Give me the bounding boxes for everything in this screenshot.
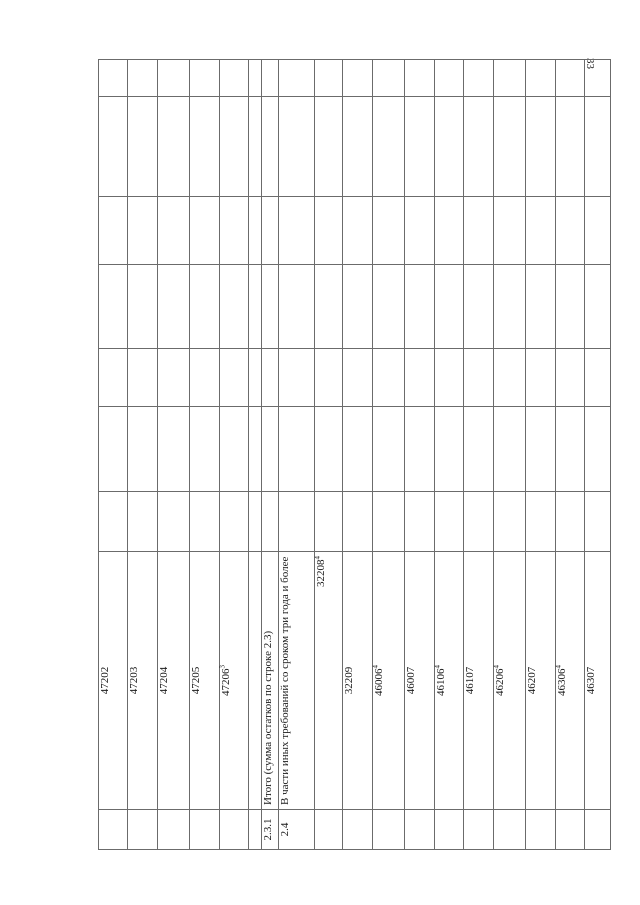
row-name-cell — [494, 552, 526, 810]
value-cell — [556, 60, 585, 97]
value-cell — [585, 349, 611, 407]
value-cell — [556, 349, 585, 407]
value-cell — [158, 197, 190, 265]
row-number-cell — [249, 810, 262, 850]
value-cell — [315, 407, 343, 492]
table-row — [373, 60, 405, 850]
value-cell — [279, 60, 315, 97]
value-cell — [128, 97, 158, 197]
value-cell — [343, 265, 373, 349]
table-row — [343, 60, 373, 850]
table-row — [99, 60, 128, 850]
value-cell — [220, 349, 249, 407]
value-cell — [99, 492, 128, 552]
value-cell — [128, 60, 158, 97]
table-row — [249, 60, 262, 850]
row-number-cell — [262, 810, 279, 850]
value-cell — [249, 197, 262, 265]
value-cell — [262, 97, 279, 197]
value-cell — [190, 60, 220, 97]
value-cell — [128, 349, 158, 407]
value-cell — [158, 349, 190, 407]
value-cell — [99, 197, 128, 265]
value-cell — [494, 492, 526, 552]
row-name-cell — [435, 552, 464, 810]
value-cell — [373, 197, 405, 265]
value-cell — [190, 265, 220, 349]
value-cell — [262, 265, 279, 349]
table-row — [158, 60, 190, 850]
row-name-cell — [279, 552, 315, 810]
row-name-cell — [556, 552, 585, 810]
row-number-cell — [343, 810, 373, 850]
value-cell — [128, 407, 158, 492]
value-cell — [343, 60, 373, 97]
account-number: 47206 — [220, 668, 232, 696]
value-cell — [464, 97, 494, 197]
value-cell — [373, 349, 405, 407]
value-cell — [279, 349, 315, 407]
value-cell — [556, 197, 585, 265]
row-name: В части иных требований со сроком три года и более — [279, 556, 291, 805]
value-cell — [279, 265, 315, 349]
value-cell — [494, 197, 526, 265]
row-name-cell — [315, 552, 343, 810]
value-cell — [405, 265, 435, 349]
row-name: Итого (сумма остатков по строке 2.3) — [262, 630, 274, 805]
value-cell — [220, 265, 249, 349]
register-table — [98, 59, 611, 850]
row-name-cell — [158, 552, 190, 810]
value-cell — [464, 349, 494, 407]
row-name-cell — [343, 552, 373, 810]
row-number-cell — [435, 810, 464, 850]
value-cell — [435, 492, 464, 552]
account-number: 32208 — [315, 559, 327, 587]
account-number: 46307 — [585, 666, 597, 695]
value-cell — [158, 492, 190, 552]
value-cell — [220, 97, 249, 197]
row-number-cell — [128, 810, 158, 850]
value-cell — [373, 97, 405, 197]
value-cell — [220, 492, 249, 552]
table-row — [190, 60, 220, 850]
value-cell — [405, 97, 435, 197]
value-cell — [249, 349, 262, 407]
value-cell — [343, 197, 373, 265]
value-cell — [405, 407, 435, 492]
value-cell — [464, 407, 494, 492]
row-name-cell — [190, 552, 220, 810]
value-cell — [343, 349, 373, 407]
value-cell — [435, 60, 464, 97]
value-cell — [315, 197, 343, 265]
row-name-cell — [220, 552, 249, 810]
value-cell — [315, 97, 343, 197]
value-cell — [128, 265, 158, 349]
table-row — [585, 60, 611, 850]
value-cell — [526, 349, 556, 407]
row-name-cell — [373, 552, 405, 810]
table-row — [494, 60, 526, 850]
table-row — [435, 60, 464, 850]
value-cell — [405, 492, 435, 552]
account-number: 32209 — [343, 666, 355, 695]
value-cell — [249, 407, 262, 492]
value-cell — [585, 407, 611, 492]
row-number-cell — [556, 810, 585, 850]
value-cell — [279, 492, 315, 552]
value-cell — [343, 407, 373, 492]
row-number: 2.3.1 — [262, 818, 274, 841]
account-number: 46207 — [526, 666, 538, 695]
account-number: 47203 — [128, 666, 140, 695]
table-row — [405, 60, 435, 850]
value-cell — [464, 60, 494, 97]
account-number: 46206 — [494, 668, 506, 696]
row-name-cell — [585, 552, 611, 810]
account-number: 46006 — [373, 668, 385, 696]
table-row — [315, 60, 343, 850]
account-number: 47205 — [190, 666, 202, 695]
row-name-cell — [249, 552, 262, 810]
value-cell — [526, 197, 556, 265]
value-cell — [315, 265, 343, 349]
value-cell — [279, 97, 315, 197]
value-cell — [249, 492, 262, 552]
value-cell — [435, 197, 464, 265]
row-number-cell — [99, 810, 128, 850]
value-cell — [158, 407, 190, 492]
value-cell — [262, 60, 279, 97]
value-cell — [556, 265, 585, 349]
value-cell — [190, 97, 220, 197]
row-number-cell — [315, 810, 343, 850]
value-cell — [494, 349, 526, 407]
account-number: 46007 — [405, 666, 417, 695]
value-cell — [585, 97, 611, 197]
value-cell — [373, 265, 405, 349]
row-name-cell — [464, 552, 494, 810]
row-number-cell — [279, 810, 315, 850]
value-cell — [526, 492, 556, 552]
row-name-cell — [526, 552, 556, 810]
value-cell — [585, 197, 611, 265]
footnote-marker: 4 — [492, 665, 501, 669]
row-name-cell — [405, 552, 435, 810]
value-cell — [556, 97, 585, 197]
value-cell — [315, 492, 343, 552]
footnote-marker: 4 — [554, 665, 563, 669]
value-cell — [526, 97, 556, 197]
value-cell — [99, 349, 128, 407]
value-cell — [343, 97, 373, 197]
value-cell — [249, 60, 262, 97]
value-cell — [464, 492, 494, 552]
value-cell — [556, 492, 585, 552]
value-cell — [556, 407, 585, 492]
table-row — [556, 60, 585, 850]
value-cell — [343, 492, 373, 552]
table-body — [99, 60, 611, 850]
page-number: 33 — [584, 58, 596, 69]
account-number: 47202 — [99, 666, 111, 695]
account-number: 46107 — [464, 666, 476, 695]
value-cell — [279, 407, 315, 492]
row-number-cell — [220, 810, 249, 850]
value-cell — [190, 197, 220, 265]
footnote-marker: 3 — [218, 665, 227, 669]
value-cell — [279, 197, 315, 265]
value-cell — [99, 60, 128, 97]
value-cell — [158, 265, 190, 349]
value-cell — [158, 60, 190, 97]
value-cell — [190, 492, 220, 552]
value-cell — [220, 60, 249, 97]
row-name-cell — [99, 552, 128, 810]
row-number-cell — [585, 810, 611, 850]
table-row — [262, 60, 279, 850]
row-number-cell — [190, 810, 220, 850]
value-cell — [249, 97, 262, 197]
value-cell — [435, 97, 464, 197]
value-cell — [464, 197, 494, 265]
table-row — [128, 60, 158, 850]
value-cell — [128, 197, 158, 265]
value-cell — [405, 349, 435, 407]
value-cell — [158, 97, 190, 197]
row-number-cell — [464, 810, 494, 850]
row-number-cell — [494, 810, 526, 850]
value-cell — [99, 97, 128, 197]
value-cell — [526, 265, 556, 349]
value-cell — [585, 265, 611, 349]
value-cell — [249, 265, 262, 349]
value-cell — [585, 492, 611, 552]
value-cell — [405, 60, 435, 97]
value-cell — [435, 407, 464, 492]
table-row — [526, 60, 556, 850]
row-number-cell — [373, 810, 405, 850]
value-cell — [435, 265, 464, 349]
value-cell — [494, 265, 526, 349]
value-cell — [464, 265, 494, 349]
value-cell — [585, 60, 611, 97]
value-cell — [494, 407, 526, 492]
value-cell — [262, 349, 279, 407]
account-number: 47204 — [158, 666, 170, 695]
value-cell — [190, 349, 220, 407]
table-row — [464, 60, 494, 850]
value-cell — [220, 197, 249, 265]
footnote-marker: 4 — [313, 556, 322, 560]
table-row — [279, 60, 315, 850]
value-cell — [373, 492, 405, 552]
value-cell — [526, 407, 556, 492]
row-number-cell — [158, 810, 190, 850]
value-cell — [128, 492, 158, 552]
value-cell — [435, 349, 464, 407]
row-number: 2.4 — [279, 822, 291, 837]
value-cell — [262, 197, 279, 265]
value-cell — [315, 349, 343, 407]
row-number-cell — [526, 810, 556, 850]
value-cell — [262, 407, 279, 492]
value-cell — [220, 407, 249, 492]
value-cell — [262, 492, 279, 552]
account-number: 46106 — [435, 668, 447, 696]
row-number-cell — [405, 810, 435, 850]
row-name-cell — [262, 552, 279, 810]
row-name-cell — [128, 552, 158, 810]
value-cell — [405, 197, 435, 265]
value-cell — [99, 265, 128, 349]
value-cell — [373, 407, 405, 492]
value-cell — [315, 60, 343, 97]
value-cell — [494, 97, 526, 197]
value-cell — [494, 60, 526, 97]
table-row — [220, 60, 249, 850]
value-cell — [526, 60, 556, 97]
value-cell — [99, 407, 128, 492]
footnote-marker: 4 — [371, 665, 380, 669]
value-cell — [190, 407, 220, 492]
value-cell — [373, 60, 405, 97]
account-number: 46306 — [556, 668, 568, 696]
footnote-marker: 4 — [433, 665, 442, 669]
